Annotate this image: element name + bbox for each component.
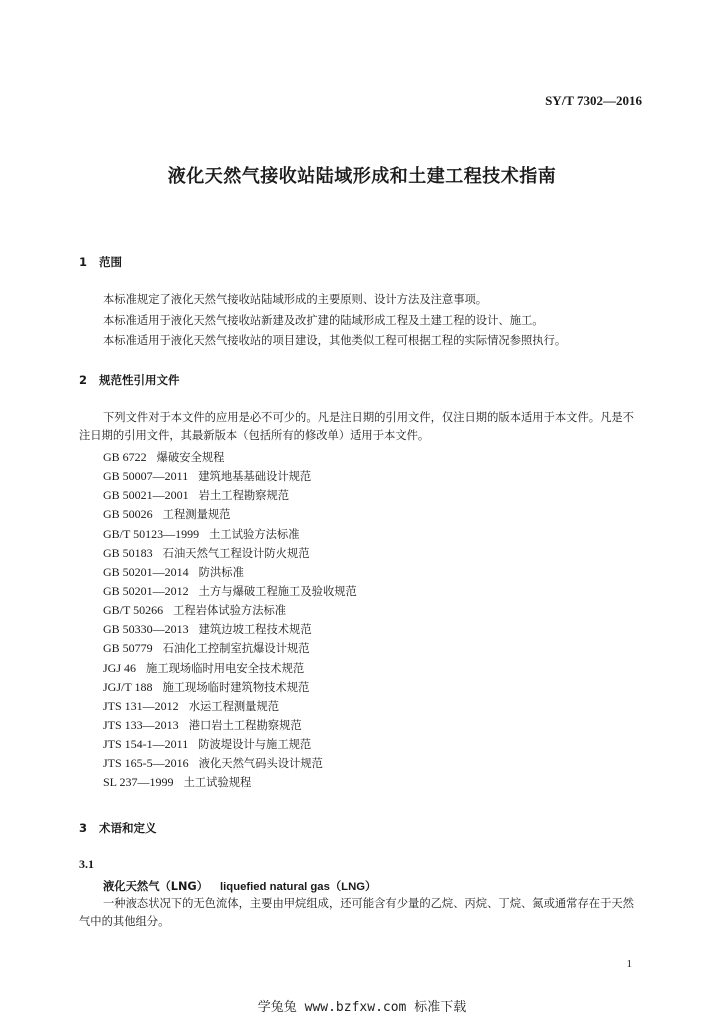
reference-list [103, 448, 357, 793]
list-item [103, 601, 357, 620]
list-item [103, 735, 357, 754]
reference-name: 防波堤设计与施工规范 [198, 738, 312, 752]
list-item [103, 544, 357, 563]
list-item [103, 620, 357, 639]
reference-name: 石油化工控制室抗爆设计规范 [162, 642, 310, 656]
reference-code: SL 237—1999 [103, 775, 174, 790]
term-name-en: liquefied natural gas（LNG） [220, 881, 377, 893]
list-item [103, 448, 357, 467]
section-title: 规范性引用文件 [99, 373, 180, 387]
list-item [103, 582, 357, 601]
list-item [103, 505, 357, 524]
reference-name: 施工现场临时建筑物技术规范 [162, 680, 310, 694]
reference-code: GB 50201—2014 [103, 564, 189, 579]
list-item [103, 486, 357, 505]
scope-paragraph-3: 本标准适用于液化天然气接收站的项目建设，其他类似工程可根据工程的实际情况参照执行。 [103, 334, 567, 347]
reference-code: GB/T 50123—1999 [103, 526, 200, 541]
reference-code: JTS 131—2012 [103, 698, 179, 713]
reference-name: 建筑边坡工程技术规范 [198, 623, 312, 637]
reference-name: 建筑地基基础设计规范 [198, 470, 312, 484]
reference-code: GB 50330—2013 [103, 622, 189, 637]
reference-code: JTS 165-5—2016 [103, 756, 189, 771]
term-number: 3.1 [79, 857, 94, 871]
standard-code: SY/T 7302—2016 [545, 93, 642, 108]
list-item [103, 639, 357, 658]
reference-code: JGJ 46 [103, 660, 137, 675]
list-item [103, 697, 357, 716]
reference-name: 爆破安全规程 [156, 451, 225, 464]
list-item [103, 716, 357, 735]
scope-paragraph-1: 本标准规定了液化天然气接收站陆域形成的主要原则、设计方法及注意事项。 [103, 293, 488, 306]
section-number: 3 [79, 821, 88, 835]
term-name [103, 878, 376, 894]
section-1-heading [79, 254, 122, 270]
reference-name: 石油天然气工程设计防火规范 [162, 546, 310, 560]
reference-name: 施工现场临时用电安全技术规范 [146, 661, 305, 675]
list-item [103, 659, 357, 678]
reference-name: 土工试验方法标准 [209, 527, 300, 541]
reference-name: 防洪标准 [198, 565, 244, 579]
reference-name: 土工试验规程 [183, 776, 252, 790]
reference-name: 工程岩体试验方法标准 [173, 604, 287, 618]
references-intro: 下列文件对于本文件的应用是必不可少的。凡是注日期的引用文件，仅注日期的版本适用于本文件。凡是不注日期的引用文件，其最新版本（包括所有的修改单）适用于本文件。 [79, 411, 634, 442]
reference-code: GB 50183 [103, 545, 153, 560]
section-3-heading [79, 820, 157, 836]
section-2-heading [79, 372, 180, 388]
reference-code: JGJ/T 188 [103, 679, 153, 694]
term-name-zh: 液化天然气（LNG） [103, 880, 209, 893]
page-number: 1 [626, 958, 632, 970]
reference-name: 土方与爆破工程施工及验收规范 [198, 584, 357, 598]
reference-code: GB 50201—2012 [103, 583, 189, 598]
scope-paragraph-2: 本标准适用于液化天然气接收站新建及改扩建的陆域形成工程及土建工程的设计、施工。 [103, 314, 544, 327]
reference-name: 岩土工程勘察规范 [198, 489, 290, 503]
list-item [103, 678, 357, 697]
reference-name: 工程测量规范 [162, 508, 231, 522]
section-title: 术语和定义 [99, 821, 157, 835]
reference-code: JTS 154-1—2011 [103, 737, 189, 752]
reference-code: GB/T 50266 [103, 603, 164, 618]
list-item [103, 563, 357, 582]
reference-code: JTS 133—2013 [103, 717, 179, 732]
reference-code: GB 50007—2011 [103, 469, 189, 484]
list-item [103, 525, 357, 544]
list-item [103, 754, 357, 773]
reference-name: 水运工程测量规范 [188, 699, 280, 713]
list-item [103, 773, 357, 792]
reference-code: GB 50021—2001 [103, 488, 189, 503]
section-number: 2 [79, 373, 88, 387]
section-title: 范围 [99, 255, 122, 269]
document-title: 液化天然气接收站陆域形成和土建工程技术指南 [167, 166, 557, 187]
reference-code: GB 50779 [103, 641, 153, 656]
reference-name: 液化天然气码头设计规范 [198, 757, 323, 771]
list-item [103, 467, 357, 486]
section-number: 1 [79, 255, 88, 269]
footer-watermark: 学兔兔 www.bzfxw.com 标准下载 [257, 1000, 467, 1015]
term-definition: 一种液态状况下的无色流体，主要由甲烷组成，还可能含有少量的乙烷、丙烷、丁烷、氮或通常存在于天然气中的其他组分。 [79, 897, 634, 928]
reference-code: GB 6722 [103, 450, 147, 464]
reference-code: GB 50026 [103, 507, 153, 522]
reference-name: 港口岩土工程勘察规范 [188, 718, 302, 732]
